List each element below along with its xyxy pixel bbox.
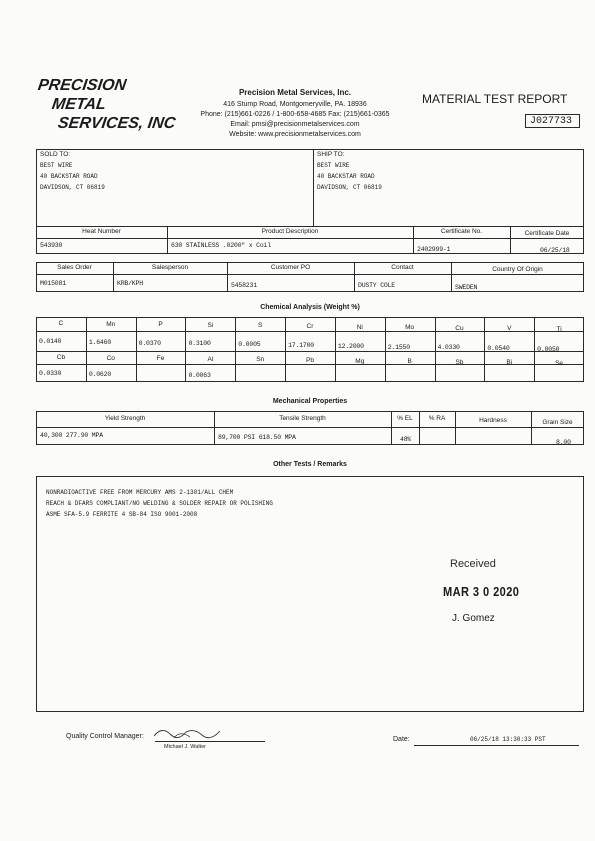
- date-label: Date:: [393, 736, 410, 743]
- product-description-value: 630 STAINLESS .0200" x Coil: [171, 242, 271, 249]
- report-number-box: [525, 114, 580, 128]
- qc-manager-label: Quality Control Manager:: [66, 733, 144, 740]
- report-title: MATERIAL TEST REPORT: [422, 92, 568, 106]
- logo-line: SERVICES, INC: [56, 115, 177, 132]
- chemical-element-header: C: [58, 320, 64, 327]
- product-description-header: Product Description: [261, 228, 319, 235]
- chemical-analysis-title: Chemical Analysis (Weight %): [260, 304, 360, 311]
- chemical-element-header: Bi: [506, 359, 513, 367]
- yield-strength-header: Yield Strength: [104, 415, 146, 422]
- chemical-element-header: Mg: [355, 357, 365, 365]
- logo-line: METAL: [50, 96, 108, 113]
- sales-order-value: M015081: [40, 280, 66, 287]
- heat-number-header: Heat Number: [82, 228, 121, 235]
- chemical-element-header: Cr: [306, 323, 314, 330]
- company-logo: [38, 76, 175, 133]
- received-stamp-date: MAR 3 0 2020: [443, 584, 520, 599]
- chemical-element-header: Se: [555, 360, 564, 367]
- certificate-date-header: Certificate Date: [524, 230, 570, 237]
- chemical-element-value: 0.0370: [138, 339, 161, 347]
- chemical-element-header: Fe: [156, 355, 165, 363]
- chemical-element-header: Sn: [256, 356, 265, 364]
- sales-order-header: Sales Order: [57, 264, 92, 271]
- report-number: J027733: [530, 116, 573, 127]
- chemical-element-value: 4.0330: [437, 344, 460, 352]
- address-box: [36, 149, 584, 227]
- chemical-element-value: 0.0005: [238, 341, 261, 349]
- elongation-value: 48%: [400, 436, 412, 443]
- company-website: Website: www.precisionmetalservices.com: [229, 131, 361, 138]
- certificate-no-value: 2402999-1: [417, 246, 451, 253]
- chemical-element-value: 1.6460: [88, 338, 112, 346]
- chemical-element-header: Sb: [455, 358, 464, 366]
- chemical-element-header: Mn: [106, 320, 116, 328]
- company-phone: Phone: (215)661-0226 / 1-800-658-4685 Fax: (215)661-0365: [200, 111, 390, 118]
- ship-to-address: BEST WIRE 40 BACKSTAR ROAD DAVIDSON, CT 06819: [317, 162, 382, 191]
- chemical-element-value: 0.0140: [39, 338, 62, 345]
- salesperson-header: Salesperson: [151, 264, 189, 271]
- country-origin-header: Country Of Origin: [492, 266, 543, 273]
- chemical-element-header: Pb: [306, 357, 314, 364]
- customer-po-header: Customer PO: [270, 264, 311, 271]
- chemical-element-value: 0.0330: [39, 370, 62, 377]
- heat-number-value: 543930: [40, 242, 63, 249]
- yield-strength-value: 40,300 277.90 MPA: [40, 432, 103, 439]
- qc-signature: [150, 724, 230, 742]
- salesperson-value: KRB/KPH: [117, 280, 143, 287]
- chemical-element-value: 12.2000: [337, 342, 364, 350]
- qc-manager-name: Michael J. Walter: [164, 744, 206, 750]
- received-stamp-label: Received: [450, 558, 496, 570]
- grain-size-value: 8.00: [556, 439, 571, 446]
- chemical-element-value: 0.0540: [487, 345, 510, 353]
- sold-to-label: SOLD TO:: [40, 151, 71, 158]
- sold-to-address: BEST WIRE 40 BACKSTAR ROAD DAVIDSON, CT 06819: [40, 162, 105, 191]
- chemical-element-header: Mo: [405, 324, 415, 332]
- contact-value: DUSTY COLE: [358, 282, 396, 289]
- chemical-element-header: B: [407, 358, 412, 366]
- country-origin-value: SWEDEN: [455, 284, 478, 291]
- ship-to-label: SHIP TO:: [317, 151, 345, 158]
- mechanical-title: Mechanical Properties: [272, 398, 348, 405]
- reduction-area-header: % RA: [428, 415, 446, 422]
- chemical-element-header: Co: [106, 354, 115, 362]
- received-by-name: J. Gomez: [452, 613, 495, 624]
- chemical-element-header: P: [158, 321, 163, 329]
- elongation-header: % EL: [397, 415, 413, 422]
- chemical-element-value: 2.1550: [387, 343, 410, 351]
- chemical-element-value: 0.0050: [537, 346, 560, 353]
- grain-size-header: Grain Size: [542, 419, 573, 426]
- chemical-element-header: Ti: [556, 326, 562, 333]
- hardness-header: Hardness: [479, 417, 507, 424]
- chemical-element-header: S: [258, 322, 263, 330]
- chemical-element-header: Al: [207, 355, 214, 363]
- chemical-element-header: Cb: [56, 354, 66, 361]
- other-tests-title: Other Tests / Remarks: [273, 461, 347, 468]
- date-value: 06/25/18 13:30:33 PST: [470, 736, 546, 743]
- chemical-element-header: V: [507, 325, 512, 333]
- chemical-element-value: 0.3100: [188, 340, 211, 348]
- company-address: 416 Stump Road, Montgomeryville, PA. 18936: [223, 101, 367, 108]
- chemical-element-header: Si: [207, 321, 214, 329]
- contact-header: Contact: [391, 264, 414, 271]
- tensile-strength-header: Tensile Strength: [279, 415, 326, 422]
- customer-po-value: 5458231: [231, 282, 257, 289]
- remarks-text: NONRADIOACTIVE FREE FROM MERCURY AMS 2-1301/ALL CHEM REACH & DFARS COMPLIANT/NO WELDING & SOLDER REPAIR OR POLISHING ASME SFA-5.9 FERRITE 4 SB-84 ISO 9001-2008: [46, 489, 273, 518]
- chemical-element-value: 0.0620: [88, 370, 112, 378]
- chemical-element-header: Cu: [455, 324, 464, 332]
- company-email: Email: pmsi@precisionmetalservices.com: [230, 121, 360, 128]
- chemical-element-value: 0.0063: [188, 372, 211, 380]
- chemical-element-header: Ni: [356, 323, 363, 331]
- company-name: Precision Metal Services, Inc.: [238, 88, 352, 97]
- chemical-element-value: 17.1700: [288, 342, 314, 349]
- certificate-date-value: 06/25/18: [540, 247, 570, 254]
- tensile-strength-value: 89,700 PSI 618.50 MPA: [218, 434, 296, 441]
- logo-line: PRECISION: [36, 77, 128, 94]
- certificate-no-header: Certificate No.: [440, 228, 483, 235]
